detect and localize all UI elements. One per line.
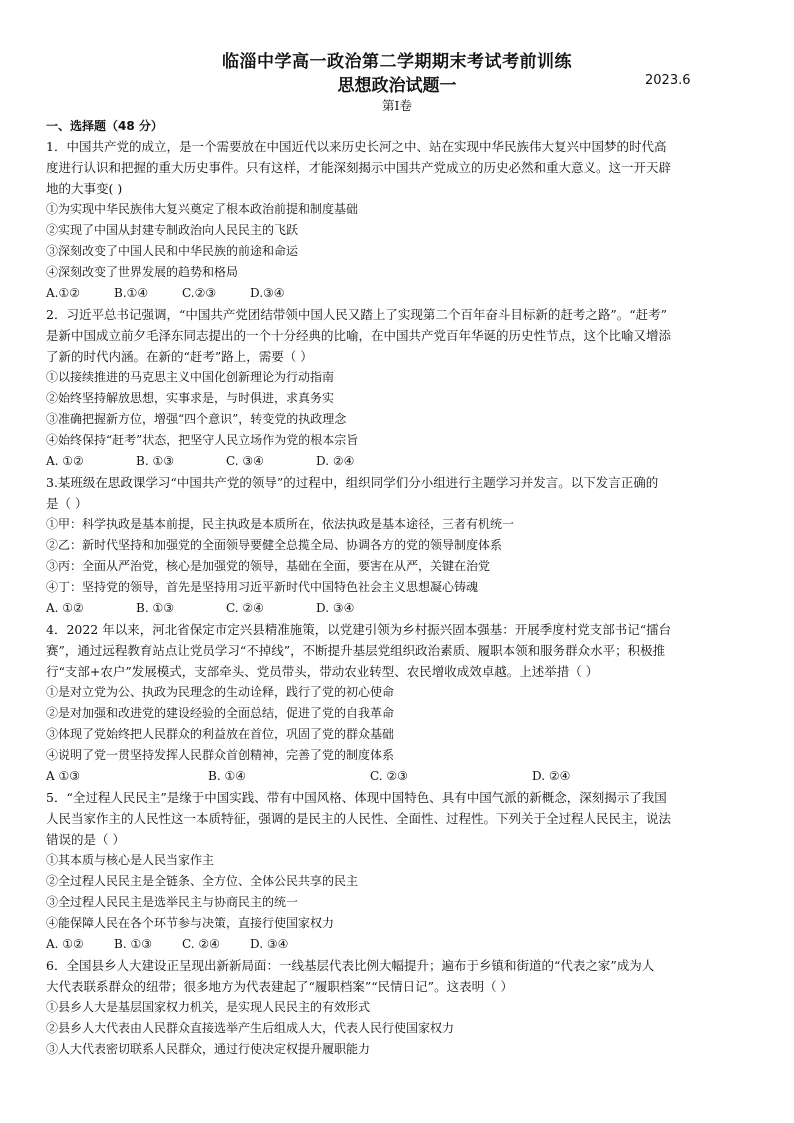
option-line: ②乙：新时代坚持和加强党的全面领导要健全总揽全局、协调各方的党的领导制度体系	[46, 538, 503, 552]
question-stem-line: 度进行认识和把握的重大历史事件。只有这样，才能深刻揭示中国共产党成立的历史必然和重大意义。这一开天辟	[46, 160, 672, 175]
question-6	[46, 955, 760, 1060]
choice-c: C.②③	[182, 286, 217, 300]
option-line: ④始终保持“赶考”状态，把坚守人民立场作为党的根本宗旨	[46, 433, 359, 447]
choice-d: D.③④	[250, 286, 285, 300]
choice-b: B. ①③	[114, 937, 152, 951]
question-stem-line: 1．中国共产党的成立，是一个需要放在中国近代以来历史长河之中、站在实现中华民族伟大复兴中国梦的时代高	[46, 139, 667, 154]
option-line: ②始终坚持解放思想，实事求是，与时俱进，求真务实	[46, 391, 335, 405]
answer-choices	[46, 766, 760, 787]
choice-a: A. ①②	[46, 454, 84, 468]
option-line: ①县乡人大是基层国家权力机关，是实现人民民主的有效形式	[46, 1000, 371, 1014]
choice-b: B. ①③	[136, 454, 174, 468]
choice-c: C. ②④	[226, 601, 264, 615]
answer-choices	[46, 283, 760, 304]
question-3	[46, 472, 760, 619]
question-stem-line: 错误的是（ ）	[46, 832, 125, 847]
choice-a: A.①②	[46, 286, 80, 300]
option-line: ②实现了中国从封建专制政治向人民民主的飞跃	[46, 223, 299, 237]
exam-subtitle: 思想政治试题一	[337, 76, 457, 96]
option-line: ③深刻改变了中国人民和中华民族的前途和命运	[46, 244, 299, 258]
question-stem-line: 3.某班级在思政课学习“中国共产党的领导”的过程中，组织同学们分小组进行主题学习并发言。以下发言正确的	[46, 475, 659, 490]
question-stem-line: 是（ ）	[46, 496, 88, 511]
choice-c: C. ③④	[226, 454, 264, 468]
section-heading: 一、选择题（48 分）	[46, 119, 163, 133]
question-stem-line: 地的大事变( )	[46, 181, 123, 196]
option-line: ②是对加强和改进党的建设经验的全面总结，促进了党的自我革命	[46, 706, 395, 720]
question-4	[46, 619, 760, 787]
option-line: ①以接续推进的马克思主义中国化创新理论为行动指南	[46, 370, 335, 384]
choice-c: C. ②④	[182, 937, 220, 951]
option-line: ③准确把握新方位，增强“四个意识”，转变党的执政理念	[46, 412, 347, 426]
question-stem-line: 赛”，通过远程教育站点让党员学习“不掉线”，不断提升基层党组织政治素质、履职本领和服务群众水平；积极推	[46, 643, 666, 658]
choice-d: D. ②④	[532, 769, 571, 783]
choice-a: A. ①②	[46, 937, 84, 951]
question-stem-line: 5．“全过程人民民主”是缘于中国实践、带有中国风格、体现中国特色、具有中国气派的新概念，深刻揭示了我国	[46, 790, 667, 805]
option-line: ④能保障人民在各个环节参与决策，直接行使国家权力	[46, 916, 335, 930]
exam-date: 2023.6	[645, 73, 691, 88]
answer-choices	[46, 934, 760, 955]
option-line: ②县乡人大代表由人民群众直接选举产生后组成人大，代表人民行使国家权力	[46, 1021, 455, 1035]
option-line: ③丙：全面从严治党，核心是加强党的领导，基础在全面，要害在从严，关键在治党	[46, 559, 491, 573]
option-line: ①其本质与核心是人民当家作主	[46, 853, 215, 867]
question-stem-line: 4．2022 年以来，河北省保定市定兴县精准施策，以党建引领为乡村振兴固本强基：开展季度村党支部书记“擂台	[46, 622, 672, 637]
choice-b: B. ①④	[208, 769, 246, 783]
option-line: ①甲：科学执政是基本前提，民主执政是本质所在，依法执政是基本途径，三者有机统一	[46, 517, 515, 531]
question-2	[46, 304, 760, 472]
question-stem-line: 了新的时代内涵。在新的“赶考”路上，需要（ ）	[46, 349, 313, 364]
choice-d: D. ③④	[316, 601, 355, 615]
option-line: ①是对立党为公、执政为民理念的生动诠释，践行了党的初心使命	[46, 685, 395, 699]
answer-choices	[46, 598, 760, 619]
question-stem-line: 大代表联系群众的纽带；很多地方为代表建起了“履职档案”“民情日记”。这表明（ ）	[46, 979, 514, 994]
option-line: ③全过程人民民主是选举民主与协商民主的统一	[46, 895, 299, 909]
question-stem-line: 是新中国成立前夕毛泽东同志提出的一个十分经典的比喻，在中国共产党百年华诞的历史性节点，这个比喻又增添	[46, 328, 672, 343]
choice-d: D. ②④	[316, 454, 355, 468]
choice-b: B. ①③	[136, 601, 174, 615]
choice-b: B.①④	[114, 286, 149, 300]
option-line: ②全过程人民民主是全链条、全方位、全体公民共享的民主	[46, 874, 359, 888]
question-stem-line: 人民当家作主的人民性这一本质特征，强调的是民主的人民性、全面性、过程性。下列关于全过程人民民主，说法	[46, 811, 672, 826]
option-line: ④丁：坚持党的领导，首先是坚持用习近平新时代中国特色社会主义思想凝心铸魂	[46, 580, 479, 594]
question-1	[46, 136, 760, 304]
exam-content	[46, 116, 760, 1060]
question-stem-line: 行“支部+农户”发展模式，支部牵头、党员带头，带动农业转型、农民增收成效卓越。上述举措（ ）	[46, 664, 599, 679]
question-5	[46, 787, 760, 955]
question-stem-line: 2．习近平总书记强调，“中国共产党团结带领中国人民又踏上了实现第二个百年奋斗目标新的赶考之路”。“赶考”	[46, 307, 668, 322]
choice-c: C. ②③	[370, 769, 408, 783]
answer-choices	[46, 451, 760, 472]
option-line: ④深刻改变了世界发展的趋势和格局	[46, 265, 239, 279]
choice-a: A ①③	[46, 769, 80, 783]
option-line: ③体现了党始终把人民群众的利益放在首位，巩固了党的群众基础	[46, 727, 395, 741]
option-line: ④说明了党一贯坚持发挥人民群众首创精神，完善了党的制度体系	[46, 748, 395, 762]
option-line: ③人大代表密切联系人民群众，通过行使决定权提升履职能力	[46, 1042, 371, 1056]
volume-label: 第Ⅰ卷	[382, 98, 412, 113]
choice-a: A. ①②	[46, 601, 84, 615]
choice-d: D. ③④	[250, 937, 289, 951]
option-line: ①为实现中华民族伟大复兴奠定了根本政治前提和制度基础	[46, 202, 359, 216]
exam-title: 临淄中学高一政治第二学期期末考试考前训练	[222, 52, 572, 72]
question-stem-line: 6．全国县乡人大建设正呈现出新新局面：一线基层代表比例大幅提升；遍布于乡镇和街道的“代表之家”成为人	[46, 958, 655, 973]
